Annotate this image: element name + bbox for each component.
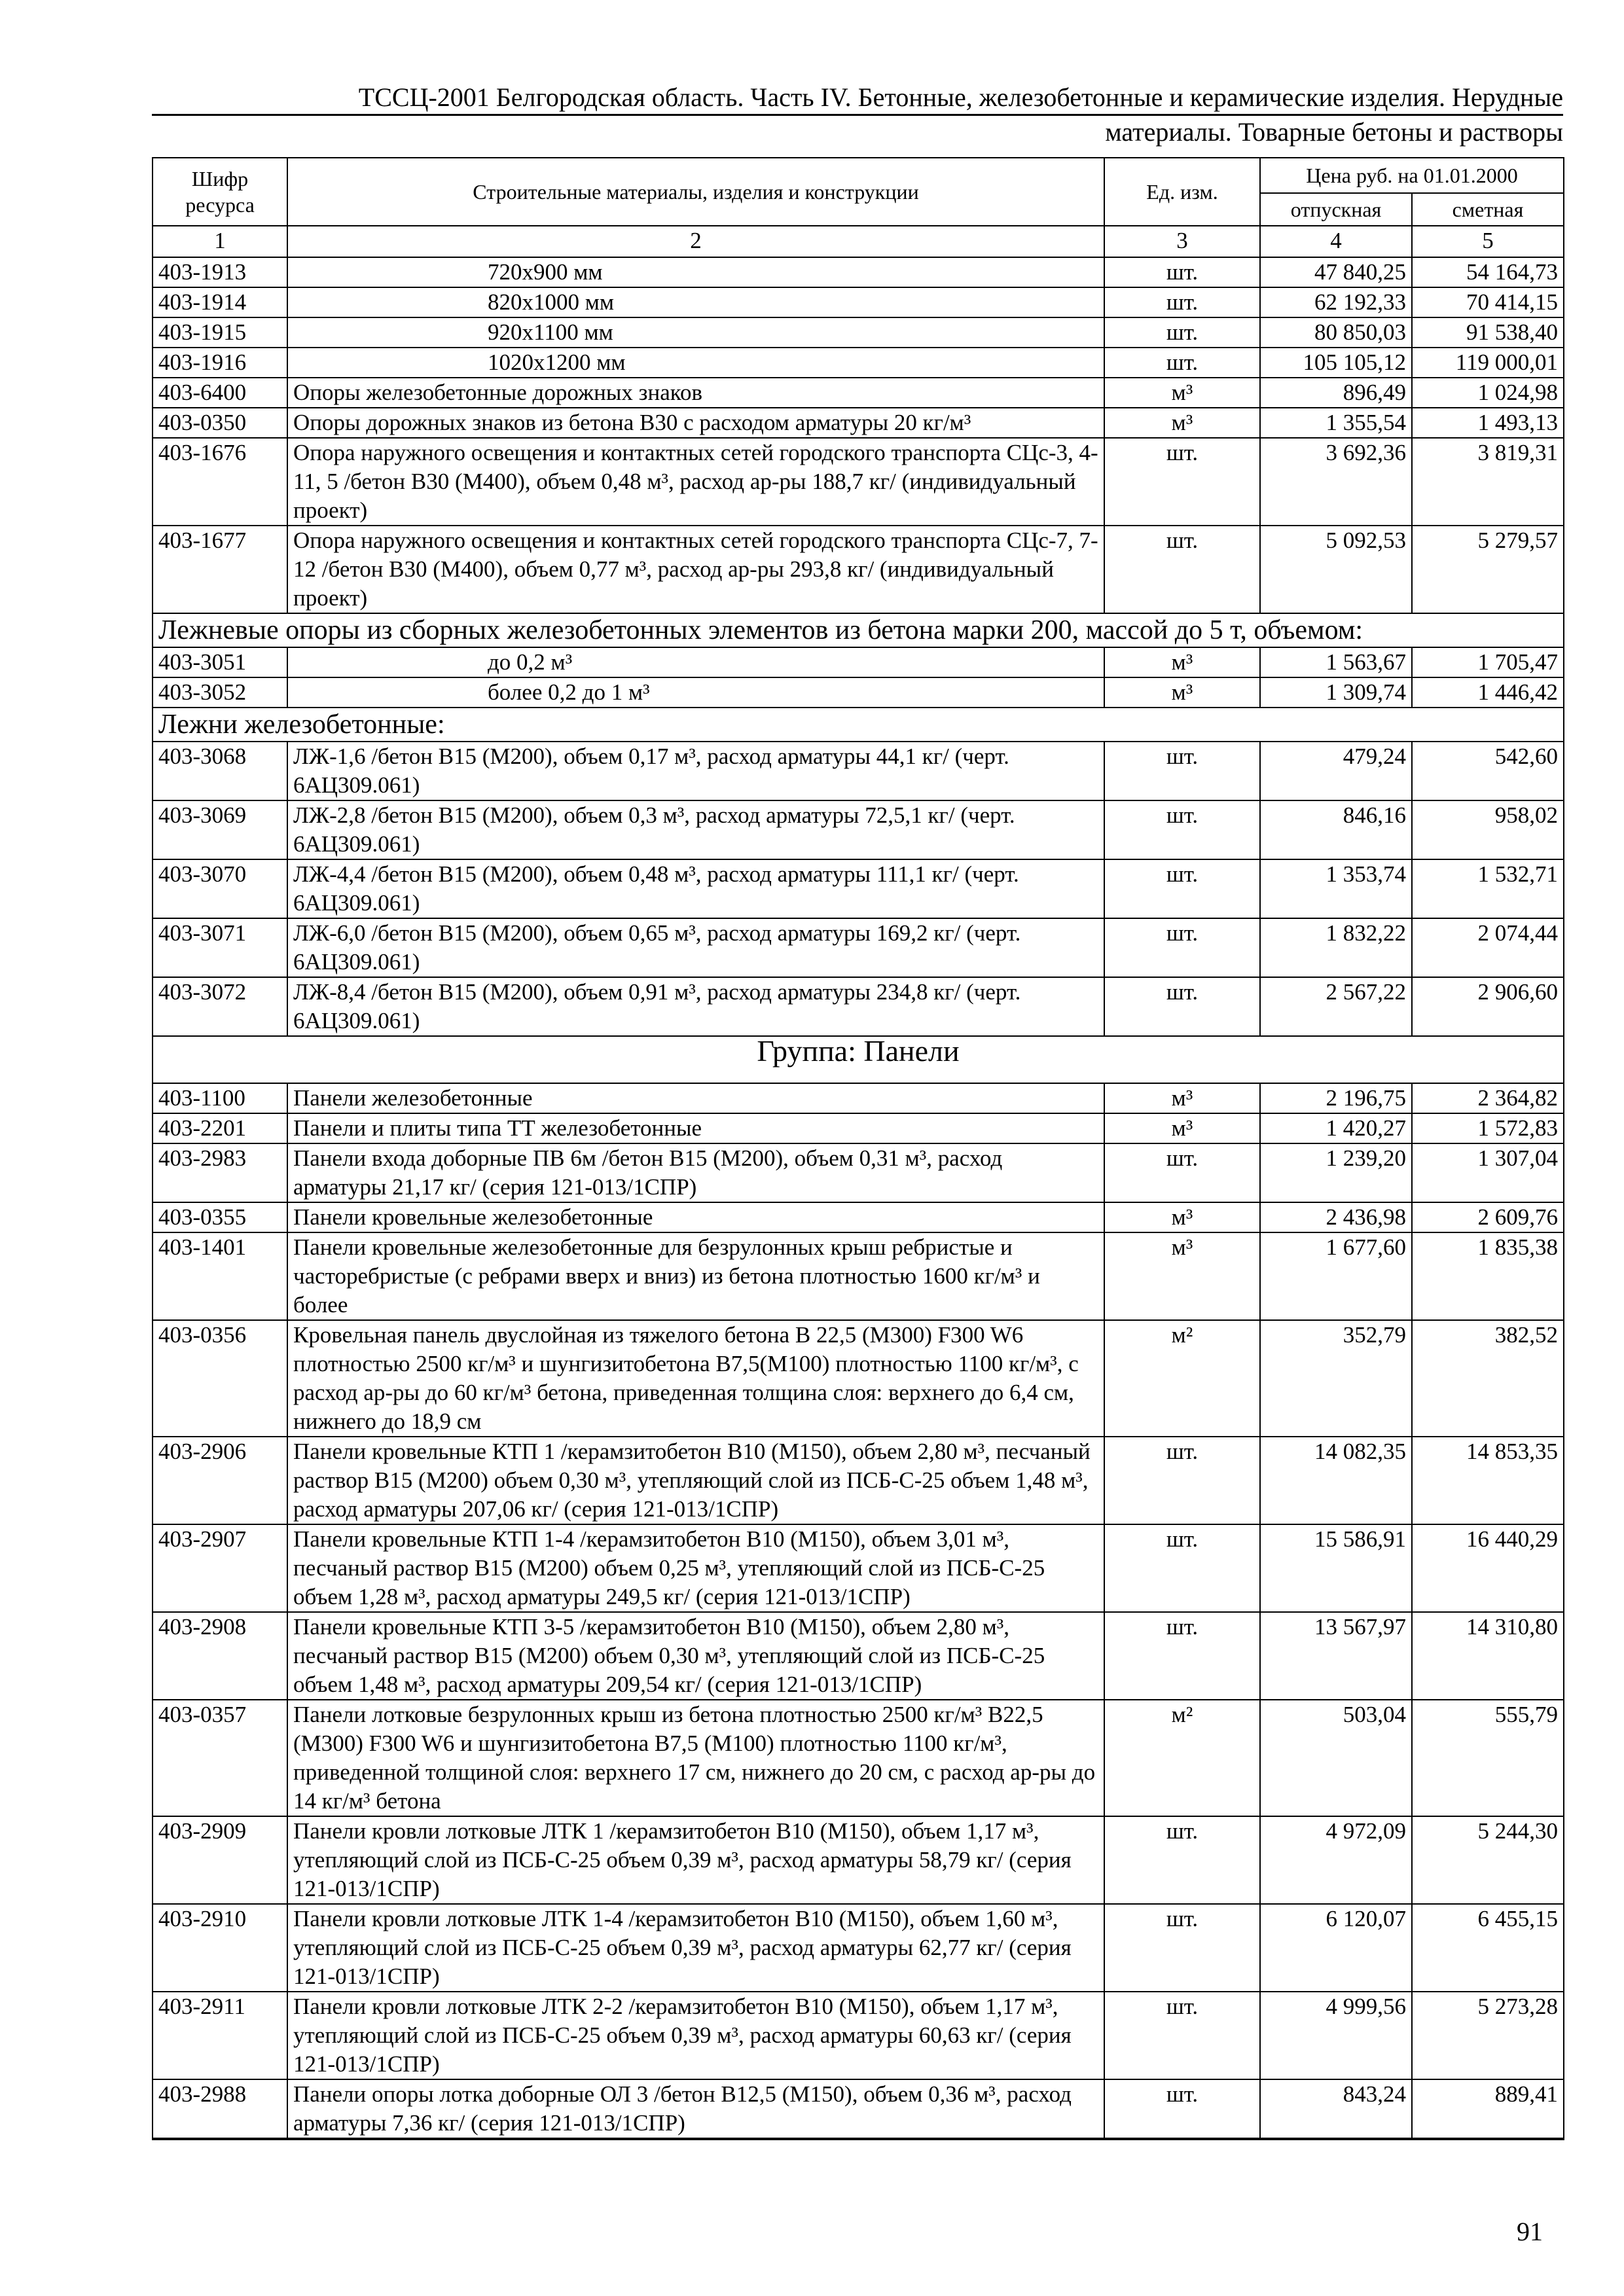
- column-header-code: Шифр ресурса: [153, 158, 287, 226]
- release-price: 843,24: [1260, 2079, 1412, 2138]
- release-price: 6 120,07: [1260, 1904, 1412, 1992]
- unit: шт.: [1104, 526, 1260, 613]
- unit: м³: [1104, 1113, 1260, 1143]
- item-description: Панели лотковые безрулонных крыш из бетона плотностью 2500 кг/м³ В22,5 (М300) F300 W6 и шунгизитобетона В7,5 (М100) плотностью 1100 кг/м³, приведенной толщиной слоя: верхнего 17 см, нижнего до 20 см, с расход ар-ры до 14 кг/м³ бетона: [287, 1700, 1104, 1816]
- estimate-price: 2 364,82: [1412, 1083, 1564, 1113]
- estimate-price: 5 244,30: [1412, 1816, 1564, 1904]
- item-description: ЛЖ-6,0 /бетон В15 (М200), объем 0,65 м³, расход арматуры 169,2 кг/ (черт. 6АЦ309.061): [287, 918, 1104, 977]
- estimate-price: 958,02: [1412, 800, 1564, 859]
- table-row: [153, 1202, 1564, 1232]
- release-price: 1 309,74: [1260, 677, 1412, 708]
- resource-code: 403-1677: [153, 526, 287, 613]
- running-header: [152, 81, 1563, 149]
- unit: шт.: [1104, 257, 1260, 287]
- table-row: [153, 1524, 1564, 1612]
- resource-code: 403-0357: [153, 1700, 287, 1816]
- item-description: Панели входа доборные ПВ 6м /бетон В15 (М200), объем 0,31 м³, расход арматуры 21,17 кг/ (серия 121-013/1СПР): [287, 1143, 1104, 1202]
- table-row: [153, 647, 1564, 677]
- unit: шт.: [1104, 1437, 1260, 1524]
- column-number: 3: [1104, 226, 1260, 257]
- release-price: 105 105,12: [1260, 348, 1412, 378]
- estimate-price: 14 853,35: [1412, 1437, 1564, 1524]
- group-heading: Группа: Панели: [153, 1036, 1564, 1083]
- item-description: ЛЖ-4,4 /бетон В15 (М200), объем 0,48 м³, расход арматуры 111,1 кг/ (черт. 6АЦ309.061): [287, 859, 1104, 918]
- release-price: 1 353,74: [1260, 859, 1412, 918]
- table-row: [153, 317, 1564, 348]
- item-description: Опоры дорожных знаков из бетона В30 с расходом арматуры 20 кг/м³: [287, 408, 1104, 438]
- table-row: [153, 977, 1564, 1036]
- estimate-price: 16 440,29: [1412, 1524, 1564, 1612]
- resource-code: 403-0350: [153, 408, 287, 438]
- table-row: [153, 1904, 1564, 1992]
- item-description: 820х1000 мм: [287, 287, 1104, 317]
- unit: м³: [1104, 1202, 1260, 1232]
- estimate-price: 1 307,04: [1412, 1143, 1564, 1202]
- estimate-price: 1 705,47: [1412, 647, 1564, 677]
- unit: шт.: [1104, 1143, 1260, 1202]
- item-description: Панели кровли лотковые ЛТК 2-2 /керамзитобетон В10 (М150), объем 1,17 м³, утепляющий слой из ПСБ-С-25 объем 0,39 м³, расход арматуры 60,63 кг/ (серия 121-013/1СПР): [287, 1992, 1104, 2079]
- estimate-price: 889,41: [1412, 2079, 1564, 2138]
- resource-code: 403-2906: [153, 1437, 287, 1524]
- release-price: 352,79: [1260, 1320, 1412, 1437]
- estimate-price: 542,60: [1412, 742, 1564, 800]
- resource-code: 403-3070: [153, 859, 287, 918]
- item-description: Панели кровельные КТП 1-4 /керамзитобетон В10 (М150), объем 3,01 м³, песчаный раствор В15 (М200) объем 0,25 м³, утепляющий слой из ПСБ-С-25 объем 1,28 м³, расход арматуры 249,5 кг/ (серия 121-013/1СПР): [287, 1524, 1104, 1612]
- unit: м³: [1104, 1083, 1260, 1113]
- estimate-price: [1412, 2138, 1564, 2140]
- resource-code: 403-1401: [153, 1232, 287, 1320]
- resource-code: 403-0356: [153, 1320, 287, 1437]
- resource-code: 403-3071: [153, 918, 287, 977]
- section-heading: Лежни железобетонные:: [153, 708, 1564, 742]
- table-row: [153, 677, 1564, 708]
- header-title-line2: материалы. Товарные бетоны и растворы: [1105, 117, 1563, 147]
- item-description: Панели кровельные железобетонные для безрулонных крыш ребристые и часторебристые (с ребрами вверх и вниз) из бетона плотностью 1600 кг/м³ и более: [287, 1232, 1104, 1320]
- estimate-price: 1 835,38: [1412, 1232, 1564, 1320]
- resource-code: 403-2909: [153, 1816, 287, 1904]
- item-description: [287, 2138, 1104, 2140]
- release-price: 1 832,22: [1260, 918, 1412, 977]
- section-heading-row: [153, 708, 1564, 742]
- estimate-price: 1 532,71: [1412, 859, 1564, 918]
- resource-code: 403-3051: [153, 647, 287, 677]
- unit: шт.: [1104, 317, 1260, 348]
- unit: шт.: [1104, 1816, 1260, 1904]
- unit: м³: [1104, 378, 1260, 408]
- resource-code: 403-2988: [153, 2079, 287, 2138]
- estimate-price: 70 414,15: [1412, 287, 1564, 317]
- table-row: [153, 348, 1564, 378]
- release-price: 503,04: [1260, 1700, 1412, 1816]
- estimate-price: 2 074,44: [1412, 918, 1564, 977]
- estimate-price: 1 024,98: [1412, 378, 1564, 408]
- unit: м³: [1104, 1232, 1260, 1320]
- resource-code: 403-2908: [153, 1612, 287, 1700]
- item-description: ЛЖ-2,8 /бетон В15 (М200), объем 0,3 м³, расход арматуры 72,5,1 кг/ (черт. 6АЦ309.061): [287, 800, 1104, 859]
- resource-code: 403-0355: [153, 1202, 287, 1232]
- release-price: 3 692,36: [1260, 438, 1412, 526]
- unit: шт.: [1104, 287, 1260, 317]
- resource-code: 403-1676: [153, 438, 287, 526]
- unit: шт.: [1104, 348, 1260, 378]
- release-price: 47 840,25: [1260, 257, 1412, 287]
- item-description: более 0,2 до 1 м³: [287, 677, 1104, 708]
- price-table: [152, 157, 1564, 2140]
- item-description: 720х900 мм: [287, 257, 1104, 287]
- unit: м³: [1104, 677, 1260, 708]
- estimate-price: 6 455,15: [1412, 1904, 1564, 1992]
- unit: шт.: [1104, 2079, 1260, 2138]
- table-header: [153, 158, 1564, 226]
- table-row: [153, 742, 1564, 800]
- unit: м²: [1104, 1700, 1260, 1816]
- table-body: [153, 226, 1564, 2140]
- item-description: Опора наружного освещения и контактных сетей городского транспорта СЦс-3, 4-11, 5 /бетон В30 (М400), объем 0,48 м³, расход ар-ры 188,7 кг/ (индивидуальный проект): [287, 438, 1104, 526]
- release-price: 1 420,27: [1260, 1113, 1412, 1143]
- estimate-price: 3 819,31: [1412, 438, 1564, 526]
- release-price: 2 196,75: [1260, 1083, 1412, 1113]
- release-price: 1 563,67: [1260, 647, 1412, 677]
- column-header-release-price: отпускная: [1260, 193, 1412, 226]
- unit: м²: [1104, 1320, 1260, 1437]
- table-row: [153, 1143, 1564, 1202]
- item-description: Панели кровельные железобетонные: [287, 1202, 1104, 1232]
- estimate-price: 2 609,76: [1412, 1202, 1564, 1232]
- column-header-estimate-price: сметная: [1412, 193, 1564, 226]
- release-price: 1 239,20: [1260, 1143, 1412, 1202]
- page-number: 91: [1517, 2217, 1543, 2246]
- table-row: [153, 1232, 1564, 1320]
- unit: шт.: [1104, 742, 1260, 800]
- release-price: 4 972,09: [1260, 1816, 1412, 1904]
- estimate-price: 54 164,73: [1412, 257, 1564, 287]
- resource-code: 403-3072: [153, 977, 287, 1036]
- column-number: 1: [153, 226, 287, 257]
- item-description: до 0,2 м³: [287, 647, 1104, 677]
- release-price: 4 999,56: [1260, 1992, 1412, 2079]
- release-price: 1 677,60: [1260, 1232, 1412, 1320]
- release-price: 896,49: [1260, 378, 1412, 408]
- resource-code: 403-2983: [153, 1143, 287, 1202]
- table-row: [153, 438, 1564, 526]
- resource-code: 403-2907: [153, 1524, 287, 1612]
- item-description: Панели железобетонные: [287, 1083, 1104, 1113]
- estimate-price: 119 000,01: [1412, 348, 1564, 378]
- estimate-price: 5 279,57: [1412, 526, 1564, 613]
- table-row: [153, 257, 1564, 287]
- item-description: Панели кровли лотковые ЛТК 1-4 /керамзитобетон В10 (М150), объем 1,60 м³, утепляющий слой из ПСБ-С-25 объем 0,39 м³, расход арматуры 62,77 кг/ (серия 121-013/1СПР): [287, 1904, 1104, 1992]
- table-row: [153, 287, 1564, 317]
- release-price: 1 355,54: [1260, 408, 1412, 438]
- release-price: 2 567,22: [1260, 977, 1412, 1036]
- table-row: [153, 1816, 1564, 1904]
- column-header-description: Строительные материалы, изделия и конструкции: [287, 158, 1104, 226]
- resource-code: 403-3069: [153, 800, 287, 859]
- resource-code: 403-2201: [153, 1113, 287, 1143]
- unit: шт.: [1104, 1524, 1260, 1612]
- table-row: [153, 1083, 1564, 1113]
- table-row: [153, 2138, 1564, 2140]
- unit: шт.: [1104, 1612, 1260, 1700]
- item-description: Панели кровельные КТП 3-5 /керамзитобетон В10 (М150), объем 2,80 м³, песчаный раствор В15 (М200) объем 0,30 м³, утепляющий слой из ПСБ-С-25 объем 1,48 м³, расход арматуры 209,54 кг/ (серия 121-013/1СПР): [287, 1612, 1104, 1700]
- unit: [1104, 2138, 1260, 2140]
- item-description: ЛЖ-8,4 /бетон В15 (М200), объем 0,91 м³, расход арматуры 234,8 кг/ (черт. 6АЦ309.061): [287, 977, 1104, 1036]
- unit: м³: [1104, 408, 1260, 438]
- release-price: 62 192,33: [1260, 287, 1412, 317]
- estimate-price: 1 446,42: [1412, 677, 1564, 708]
- table-row: [153, 408, 1564, 438]
- estimate-price: 1 493,13: [1412, 408, 1564, 438]
- resource-code: 403-3068: [153, 742, 287, 800]
- group-heading-row: [153, 1036, 1564, 1083]
- column-number: 4: [1260, 226, 1412, 257]
- estimate-price: 382,52: [1412, 1320, 1564, 1437]
- release-price: 5 092,53: [1260, 526, 1412, 613]
- resource-code: [153, 2138, 287, 2140]
- release-price: 13 567,97: [1260, 1612, 1412, 1700]
- resource-code: 403-3052: [153, 677, 287, 708]
- unit: шт.: [1104, 977, 1260, 1036]
- resource-code: 403-1916: [153, 348, 287, 378]
- table-row: [153, 859, 1564, 918]
- item-description: Опоры железобетонные дорожных знаков: [287, 378, 1104, 408]
- unit: шт.: [1104, 1904, 1260, 1992]
- unit: шт.: [1104, 800, 1260, 859]
- section-heading: Лежневые опоры из сборных железобетонных элементов из бетона марки 200, массой до 5 т, объемом:: [153, 613, 1564, 647]
- item-description: Панели кровли лотковые ЛТК 1 /керамзитобетон В10 (М150), объем 1,17 м³, утепляющий слой из ПСБ-С-25 объем 0,39 м³, расход арматуры 58,79 кг/ (серия 121-013/1СПР): [287, 1816, 1104, 1904]
- release-price: 2 436,98: [1260, 1202, 1412, 1232]
- estimate-price: 14 310,80: [1412, 1612, 1564, 1700]
- unit: м³: [1104, 647, 1260, 677]
- table-row: [153, 1113, 1564, 1143]
- resource-code: 403-2911: [153, 1992, 287, 2079]
- estimate-price: 555,79: [1412, 1700, 1564, 1816]
- table-row: [153, 526, 1564, 613]
- table-row: [153, 1612, 1564, 1700]
- release-price: 14 082,35: [1260, 1437, 1412, 1524]
- item-description: Панели опоры лотка доборные ОЛ 3 /бетон В12,5 (М150), объем 0,36 м³, расход арматуры 7,36 кг/ (серия 121-013/1СПР): [287, 2079, 1104, 2138]
- item-description: ЛЖ-1,6 /бетон В15 (М200), объем 0,17 м³, расход арматуры 44,1 кг/ (черт. 6АЦ309.061): [287, 742, 1104, 800]
- table-row: [153, 800, 1564, 859]
- release-price: [1260, 2138, 1412, 2140]
- section-heading-row: [153, 613, 1564, 647]
- unit: шт.: [1104, 918, 1260, 977]
- column-number-row: [153, 226, 1564, 257]
- resource-code: 403-2910: [153, 1904, 287, 1992]
- table-row: [153, 2079, 1564, 2138]
- unit: шт.: [1104, 1992, 1260, 2079]
- table-row: [153, 1700, 1564, 1816]
- table-row: [153, 918, 1564, 977]
- estimate-price: 2 906,60: [1412, 977, 1564, 1036]
- resource-code: 403-1100: [153, 1083, 287, 1113]
- resource-code: 403-1914: [153, 287, 287, 317]
- column-header-unit: Ед. изм.: [1104, 158, 1260, 226]
- table-row: [153, 1992, 1564, 2079]
- item-description: Панели кровельные КТП 1 /керамзитобетон В10 (М150), объем 2,80 м³, песчаный раствор В15 (М200) объем 0,30 м³, утепляющий слой из ПСБ-С-25 объем 1,48 м³, расход арматуры 207,06 кг/ (серия 121-013/1СПР): [287, 1437, 1104, 1524]
- table-row: [153, 378, 1564, 408]
- resource-code: 403-1913: [153, 257, 287, 287]
- item-description: Опора наружного освещения и контактных сетей городского транспорта СЦс-7, 7-12 /бетон В30 (М400), объем 0,77 м³, расход ар-ры 293,8 кг/ (индивидуальный проект): [287, 526, 1104, 613]
- item-description: Панели и плиты типа ТТ железобетонные: [287, 1113, 1104, 1143]
- release-price: 80 850,03: [1260, 317, 1412, 348]
- column-header-price: Цена руб. на 01.01.2000: [1260, 158, 1564, 193]
- table-row: [153, 1437, 1564, 1524]
- estimate-price: 91 538,40: [1412, 317, 1564, 348]
- release-price: 15 586,91: [1260, 1524, 1412, 1612]
- resource-code: 403-6400: [153, 378, 287, 408]
- unit: шт.: [1104, 859, 1260, 918]
- item-description: 920х1100 мм: [287, 317, 1104, 348]
- estimate-price: 1 572,83: [1412, 1113, 1564, 1143]
- header-title-line1: ТССЦ-2001 Белгородская область. Часть IV. Бетонные, железобетонные и керамические изделия. Нерудные: [358, 82, 1563, 112]
- resource-code: 403-1915: [153, 317, 287, 348]
- column-number: 5: [1412, 226, 1564, 257]
- release-price: 846,16: [1260, 800, 1412, 859]
- item-description: 1020х1200 мм: [287, 348, 1104, 378]
- unit: шт.: [1104, 438, 1260, 526]
- item-description: Кровельная панель двуслойная из тяжелого бетона В 22,5 (М300) F300 W6 плотностью 2500 кг/м³ и шунгизитобетона В7,5(М100) плотностью 1100 кг/м³, с расход ар-ры до 60 кг/м³ бетона, приведенная толщина слоя: верхнего до 6,4 см, нижнего до 18,9 см: [287, 1320, 1104, 1437]
- table-row: [153, 1320, 1564, 1437]
- column-number: 2: [287, 226, 1104, 257]
- release-price: 479,24: [1260, 742, 1412, 800]
- estimate-price: 5 273,28: [1412, 1992, 1564, 2079]
